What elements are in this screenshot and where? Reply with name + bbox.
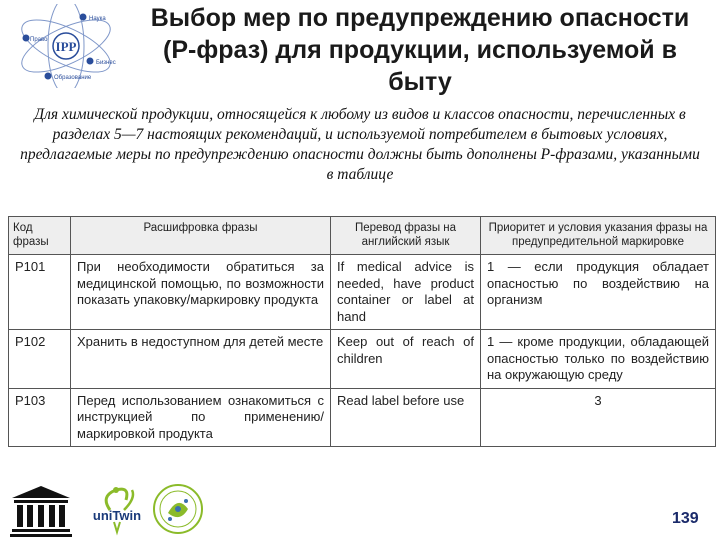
cell-english: Keep out of reach of children (331, 330, 481, 389)
p-phrase-table (8, 216, 716, 447)
header-english: Перевод фразы на английский язык (331, 217, 481, 255)
cell-code: P101 (9, 255, 71, 330)
logo-ipp-text: IPP (55, 39, 77, 54)
intro-paragraph: Для химической продукции, относящейся к любому из видов и классов опасности, перечисленных в разделах 5—7 настоящих рекомендаций, и используемой потребителем в бытовых условиях, предлагаемые меры по предупреждению опасности должны быть дополнены Р-фразами, указанными в таблице (20, 106, 700, 183)
cell-description: Перед использованием ознакомиться с инструкцией по применению/маркировкой продукта (71, 388, 331, 447)
logo-label-law: Право (30, 37, 48, 43)
cell-code: P103 (9, 388, 71, 447)
header-description: Расшифровка фразы (71, 217, 331, 255)
table-row (9, 330, 716, 389)
table-row (9, 255, 716, 330)
table-header-row (9, 217, 716, 255)
cell-condition: 1 — если продукция обладает опасностью по воздействию на организм (481, 255, 716, 330)
logo-label-business: Бизнес (96, 60, 116, 66)
logo-label-science: Наука (89, 16, 106, 22)
cell-english: If medical advice is needed, have product container or label at hand (331, 255, 481, 330)
cell-code: P102 (9, 330, 71, 389)
ipp-logo (6, 4, 126, 88)
green-emblem-logo (152, 483, 204, 535)
cell-english: Read label before use (331, 388, 481, 447)
page-number: 139 (672, 510, 699, 527)
logo-label-education: Образование (54, 75, 92, 81)
header-code: Код фразы (9, 217, 71, 255)
unitwin-logo (88, 484, 146, 536)
unitwin-text: uniTwin (92, 508, 142, 523)
cell-condition: 3 (481, 388, 716, 447)
table-row (9, 388, 716, 447)
cell-description: Хранить в недоступном для детей месте (71, 330, 331, 389)
header-condition: Приоритет и условия указания фразы на предупредительной маркировке (481, 217, 716, 255)
cell-condition: 1 — кроме продукции, обладающей опасностью только по воздействию на окружающую среду (481, 330, 716, 389)
unesco-logo (10, 484, 72, 538)
cell-description: При необходимости обратиться за медицинской помощью, по возможности показать упаковку/маркировку продукта (71, 255, 331, 330)
page-title: Выбор мер по предупреждению опасности (Р-фраз) для продукции, используемой в быту (150, 4, 690, 96)
